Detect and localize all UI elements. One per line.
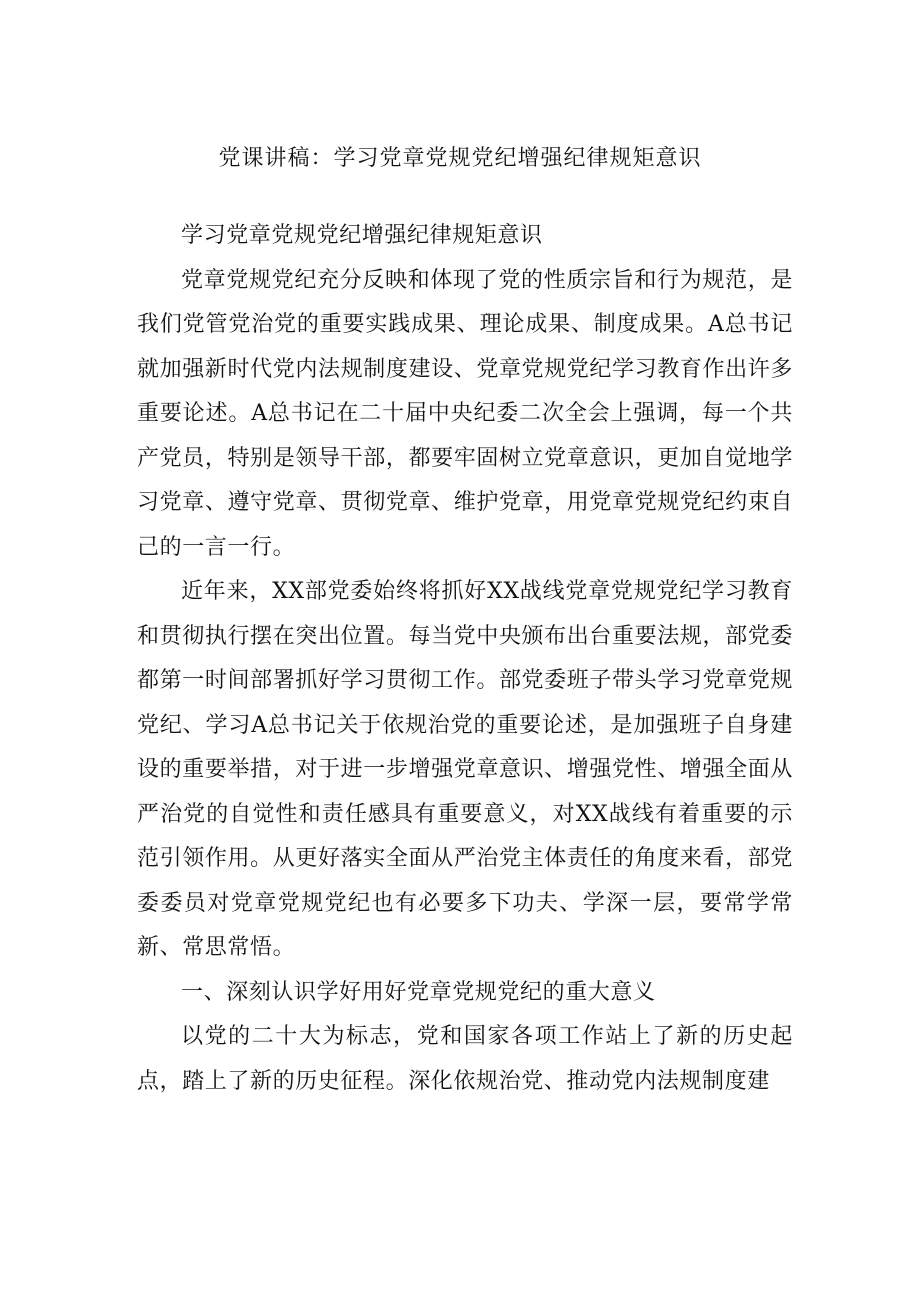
document-body <box>137 214 793 1104</box>
body-paragraph-2: 近年来，XX部党委始终将抓好XX战线党章党规党纪学习教育和贯彻执行摆在突出位置。每当党中央颁布出台重要法规，部党委都第一时间部署抓好学习贯彻工作。部党委班子带头学习党章党规党纪、学习A总书记关于依规治党的重要论述，是加强班子自身建设的重要举措，对于进一步增强党章意识、增强党性、增强全面从严治党的自觉性和责任感具有重要意义，对XX战线有着重要的示范引领作用。从更好落实全面从严治党主体责任的角度来看，部党委委员对党章党规党纪也有必要多下功夫、学深一层，要常学常新、常思常悟。 <box>137 579 793 960</box>
document-title: 党课讲稿：学习党章党规党纪增强纪律规矩意识 <box>218 146 702 171</box>
section-heading-1: 一、深刻认识学好用好党章党规党纪的重大意义 <box>181 979 656 1005</box>
body-paragraph-1: 党章党规党纪充分反映和体现了党的性质宗旨和行为规范，是我们党管党治党的重要实践成果、理论成果、制度成果。A总书记就加强新时代党内法规制度建设、党章党规党纪学习教育作出许多重要论述。A总书记在二十届中央纪委二次全会上强调，每一个共产党员，特别是领导干部，都要牢固树立党章意识，更加自觉地学习党章、遵守党章、贯彻党章、维护党章，用党章党规党纪约束自己的一言一行。 <box>137 267 793 560</box>
body-paragraph-3: 以党的二十大为标志，党和国家各项工作站上了新的历史起点，踏上了新的历史征程。深化依规治党、推动党内法规制度建 <box>137 1024 793 1094</box>
subtitle-paragraph: 学习党章党规党纪增强纪律规矩意识 <box>181 223 543 248</box>
